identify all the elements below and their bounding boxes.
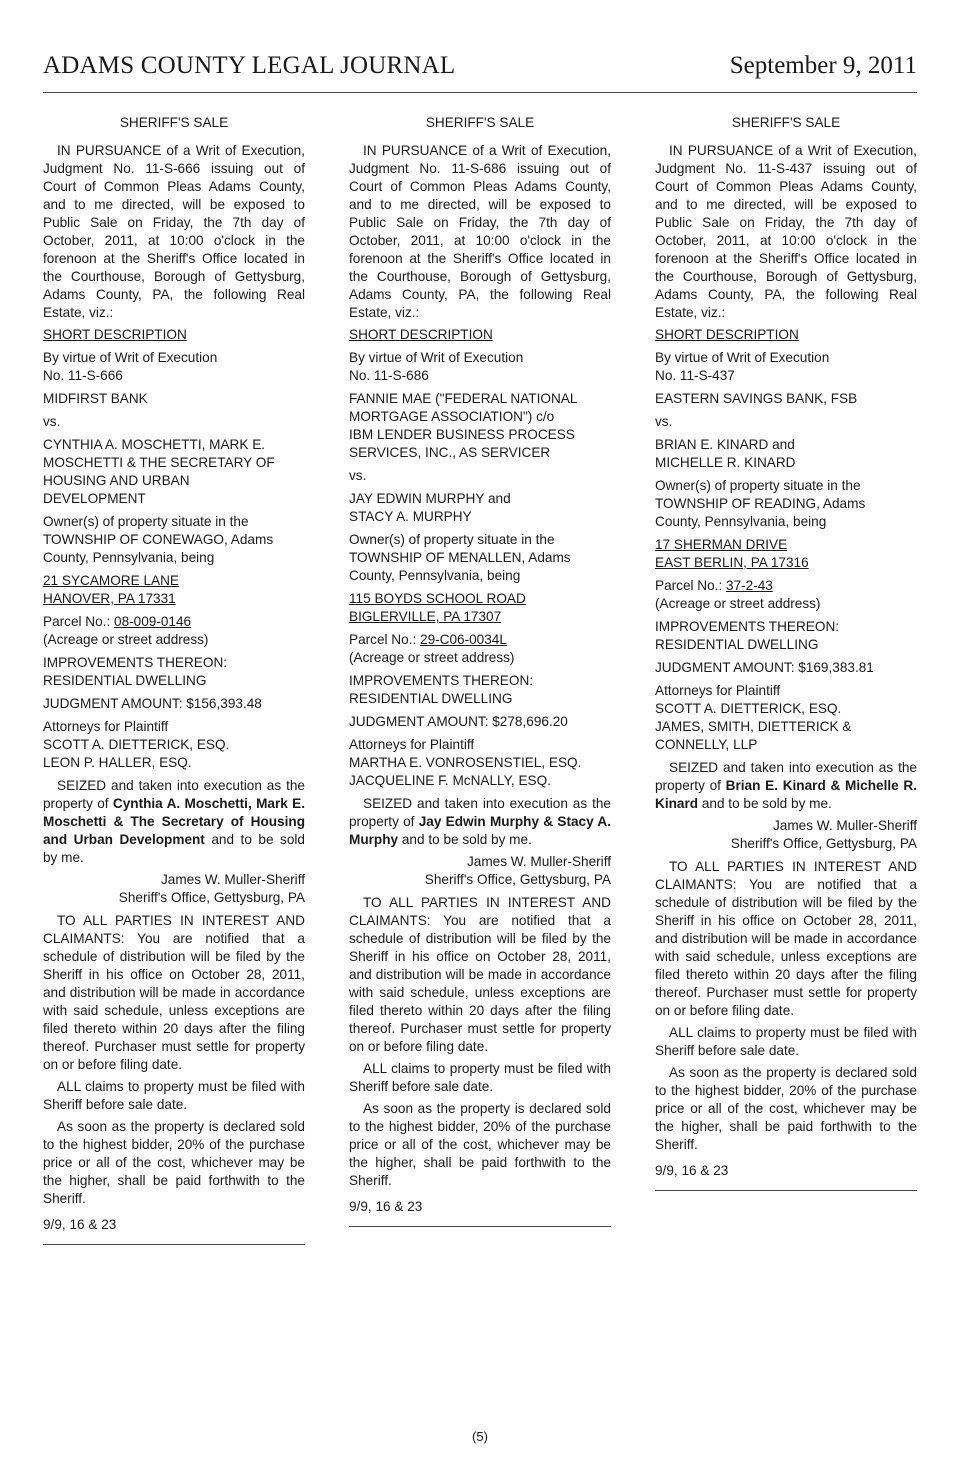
plaintiff bbox=[655, 390, 917, 408]
seized-owner-names: Jay Edwin Murphy & Stacy A. Murphy bbox=[349, 814, 611, 847]
judgment-amount: JUDGMENT AMOUNT: $156,393.48 bbox=[43, 696, 262, 711]
sheriff-sale-notice-2 bbox=[349, 114, 611, 1227]
publication-dates: 9/9, 16 & 23 bbox=[655, 1163, 729, 1178]
attorney-name: LEON P. HALLER, ESQ. bbox=[43, 755, 192, 770]
sheriff-office: Sheriff's Office, Gettysburg, PA bbox=[730, 836, 917, 851]
payment-notice: As soon as the property is declared sold to the highest bidder, 20% of the purchase price or all of the cost, whichever may be the higher, shall be paid forthwith to the Sheriff. bbox=[655, 1065, 917, 1152]
column-end-rule bbox=[349, 1226, 611, 1227]
attorneys bbox=[43, 718, 305, 772]
address-city: BIGLERVILLE, PA 17307 bbox=[349, 609, 502, 624]
plaintiff-line: MIDFIRST BANK bbox=[43, 391, 148, 406]
notice-heading: SHERIFF'S SALE bbox=[119, 115, 229, 130]
sheriff-signature bbox=[349, 853, 611, 889]
property-address bbox=[349, 590, 611, 626]
defendants bbox=[349, 490, 611, 526]
attorney-name: JAMES, SMITH, DIETTERICK & bbox=[655, 719, 852, 734]
seizure-text: SEIZED and taken into execution as the property of bbox=[43, 778, 305, 811]
sheriff-sale-notice-1 bbox=[43, 114, 305, 1245]
defendant-line: MICHELLE R. KINARD bbox=[655, 455, 796, 470]
owner-statement bbox=[349, 531, 611, 585]
attorney-name: JACQUELINE F. McNALLY, ESQ. bbox=[349, 773, 551, 788]
column-end-rule bbox=[43, 1244, 305, 1245]
owner-line: TOWNSHIP OF MENALLEN, Adams bbox=[349, 550, 571, 565]
short-description-heading: SHORT DESCRIPTION bbox=[655, 327, 799, 342]
improvements bbox=[655, 618, 917, 654]
property-address bbox=[655, 536, 917, 572]
parcel-info bbox=[655, 577, 917, 613]
defendant-line: JAY EDWIN MURPHY and bbox=[349, 491, 511, 506]
writ-number: No. 11-S-666 bbox=[43, 368, 123, 383]
attorneys-label: Attorneys for Plaintiff bbox=[349, 737, 475, 752]
improvements-value: RESIDENTIAL DWELLING bbox=[349, 691, 513, 706]
plaintiff-line: SERVICES, INC., AS SERVICER bbox=[349, 445, 551, 460]
owner-line: Owner(s) of property situate in the bbox=[655, 478, 861, 493]
defendant-line: DEVELOPMENT bbox=[43, 491, 146, 506]
defendant-line: BRIAN E. KINARD and bbox=[655, 437, 795, 452]
defendants bbox=[43, 436, 305, 508]
seizure-text: SEIZED and taken into execution as the property of bbox=[349, 796, 611, 829]
attorney-name: MARTHA E. VONROSENSTIEL, ESQ. bbox=[349, 755, 582, 770]
claims-notice: ALL claims to property must be filed with Sheriff before sale date. bbox=[43, 1079, 305, 1112]
parcel-number: 08-009-0146 bbox=[114, 614, 192, 629]
claims-notice: ALL claims to property must be filed with Sheriff before sale date. bbox=[349, 1061, 611, 1094]
defendant-line: MOSCHETTI & THE SECRETARY OF bbox=[43, 455, 275, 470]
plaintiff bbox=[349, 390, 611, 462]
parties-notice: TO ALL PARTIES IN INTEREST AND CLAIMANTS: You are notified that a schedule of distribution will be filed by the Sheriff in his office on October 28, 2011, and distribution will be made in accordance with said schedule, unless exceptions are filed thereto within 20 days after the filing thereof. Purchaser must settle for property on or before filing date. bbox=[349, 895, 611, 1054]
parties-notice: TO ALL PARTIES IN INTEREST AND CLAIMANTS: You are notified that a schedule of distribution will be filed by the Sheriff in his office on October 28, 2011, and distribution will be made in accordance with said schedule, unless exceptions are filed thereto within 20 days after the filing thereof. Purchaser must settle for property on or before filing date. bbox=[43, 913, 305, 1072]
column-end-rule bbox=[655, 1190, 917, 1191]
attorneys bbox=[655, 682, 917, 754]
writ-line: By virtue of Writ of Execution bbox=[655, 350, 830, 365]
journal-title: ADAMS COUNTY LEGAL JOURNAL bbox=[43, 52, 456, 79]
payment-notice: As soon as the property is declared sold to the highest bidder, 20% of the purchase price or all of the cost, whichever may be the higher, shall be paid forthwith to the Sheriff. bbox=[349, 1101, 611, 1188]
seizure-text-end: and to be sold by me. bbox=[698, 796, 832, 811]
payment-notice: As soon as the property is declared sold to the highest bidder, 20% of the purchase price or all of the cost, whichever may be the higher, shall be paid forthwith to the Sheriff. bbox=[43, 1119, 305, 1206]
seized-owner-names: Brian E. Kinard & Michelle R. Kinard bbox=[655, 778, 918, 811]
acreage-note: (Acreage or street address) bbox=[655, 596, 821, 611]
owner-statement bbox=[655, 477, 917, 531]
sheriff-name: James W. Muller-Sheriff bbox=[772, 818, 917, 833]
plaintiff bbox=[43, 390, 305, 408]
sheriff-signature bbox=[655, 817, 917, 853]
writ-info bbox=[43, 349, 305, 385]
sheriff-name: James W. Muller-Sheriff bbox=[160, 872, 305, 887]
owner-line: TOWNSHIP OF CONEWAGO, Adams bbox=[43, 532, 274, 547]
improvements-label: IMPROVEMENTS THEREON: bbox=[43, 655, 228, 670]
parties-notice: TO ALL PARTIES IN INTEREST AND CLAIMANTS: You are notified that a schedule of distribution will be filed by the Sheriff in his office on October 28, 2011, and distribution will be made in accordance with said schedule, unless exceptions are filed thereto within 20 days after the filing thereof. Purchaser must settle for property on or before filing date. bbox=[655, 859, 917, 1018]
owner-line: TOWNSHIP OF READING, Adams bbox=[655, 496, 866, 511]
owner-statement bbox=[43, 513, 305, 567]
acreage-note: (Acreage or street address) bbox=[349, 650, 515, 665]
plaintiff-line: EASTERN SAVINGS BANK, FSB bbox=[655, 391, 858, 406]
parcel-label: Parcel No.: bbox=[655, 578, 727, 593]
writ-line: By virtue of Writ of Execution bbox=[43, 350, 218, 365]
plaintiff-line: FANNIE MAE ("FEDERAL NATIONAL bbox=[349, 391, 578, 406]
sheriff-office: Sheriff's Office, Gettysburg, PA bbox=[118, 890, 305, 905]
owner-line: County, Pennsylvania, being bbox=[349, 568, 521, 583]
address-city: HANOVER, PA 17331 bbox=[43, 591, 176, 606]
improvements-value: RESIDENTIAL DWELLING bbox=[43, 673, 207, 688]
defendant-line: HOUSING AND URBAN bbox=[43, 473, 190, 488]
seizure-statement bbox=[655, 759, 917, 813]
address-street: 17 SHERMAN DRIVE bbox=[655, 537, 788, 552]
defendants bbox=[655, 436, 917, 472]
owner-line: County, Pennsylvania, being bbox=[655, 514, 827, 529]
improvements-label: IMPROVEMENTS THEREON: bbox=[655, 619, 840, 634]
sheriff-office: Sheriff's Office, Gettysburg, PA bbox=[424, 872, 611, 887]
seizure-statement bbox=[43, 777, 305, 867]
sheriff-name: James W. Muller-Sheriff bbox=[466, 854, 611, 869]
sheriff-signature bbox=[43, 871, 305, 907]
improvements bbox=[349, 672, 611, 708]
acreage-note: (Acreage or street address) bbox=[43, 632, 209, 647]
writ-info bbox=[349, 349, 611, 385]
seizure-text-end: and to be sold by me. bbox=[398, 832, 532, 847]
versus: vs. bbox=[43, 414, 61, 429]
writ-number: No. 11-S-437 bbox=[655, 368, 735, 383]
plaintiff-line: IBM LENDER BUSINESS PROCESS bbox=[349, 427, 575, 442]
improvements-label: IMPROVEMENTS THEREON: bbox=[349, 673, 534, 688]
notice-heading: SHERIFF'S SALE bbox=[731, 115, 841, 130]
parcel-label: Parcel No.: bbox=[349, 632, 421, 647]
short-description-heading: SHORT DESCRIPTION bbox=[349, 327, 493, 342]
improvements bbox=[43, 654, 305, 690]
address-street: 21 SYCAMORE LANE bbox=[43, 573, 179, 588]
short-description-heading: SHORT DESCRIPTION bbox=[43, 327, 187, 342]
notice-intro: IN PURSUANCE of a Writ of Execution, Judgment No. 11-S-666 issuing out of Court of Common Pleas Adams County, and to me directed, will be exposed to Public Sale on Friday, the 7th day of October, 2011, at 10:00 o'clock in the forenoon at the Sheriff's Office located in the Courthouse, Borough of Gettysburg, Adams County, PA, the following Real Estate, viz.: bbox=[43, 143, 305, 320]
claims-notice: ALL claims to property must be filed with Sheriff before sale date. bbox=[655, 1025, 917, 1058]
attorney-name: CONNELLY, LLP bbox=[655, 737, 758, 752]
writ-info bbox=[655, 349, 917, 385]
sheriff-sale-notice-3 bbox=[655, 114, 917, 1191]
parcel-number: 37-2-43 bbox=[726, 578, 773, 593]
issue-date: September 9, 2011 bbox=[729, 52, 917, 79]
parcel-info bbox=[43, 613, 305, 649]
owner-line: County, Pennsylvania, being bbox=[43, 550, 215, 565]
parcel-info bbox=[349, 631, 611, 667]
property-address bbox=[43, 572, 305, 608]
notice-intro: IN PURSUANCE of a Writ of Execution, Judgment No. 11-S-437 issuing out of Court of Common Pleas Adams County, and to me directed, will be exposed to Public Sale on Friday, the 7th day of October, 2011, at 10:00 o'clock in the forenoon at the Sheriff's Office located in the Courthouse, Borough of Gettysburg, Adams County, PA, the following Real Estate, viz.: bbox=[655, 143, 917, 320]
address-city: EAST BERLIN, PA 17316 bbox=[655, 555, 809, 570]
defendant-line: STACY A. MURPHY bbox=[349, 509, 472, 524]
publication-dates: 9/9, 16 & 23 bbox=[43, 1217, 117, 1232]
plaintiff-line: MORTGAGE ASSOCIATION") c/o bbox=[349, 409, 555, 424]
address-street: 115 BOYDS SCHOOL ROAD bbox=[349, 591, 526, 606]
defendant-line: CYNTHIA A. MOSCHETTI, MARK E. bbox=[43, 437, 266, 452]
judgment-amount: JUDGMENT AMOUNT: $169,383.81 bbox=[655, 660, 874, 675]
attorney-name: SCOTT A. DIETTERICK, ESQ. bbox=[655, 701, 842, 716]
writ-line: By virtue of Writ of Execution bbox=[349, 350, 524, 365]
judgment-amount: JUDGMENT AMOUNT: $278,696.20 bbox=[349, 714, 568, 729]
owner-line: Owner(s) of property situate in the bbox=[43, 514, 249, 529]
attorneys-label: Attorneys for Plaintiff bbox=[43, 719, 169, 734]
masthead bbox=[43, 52, 917, 93]
seizure-statement bbox=[349, 795, 611, 849]
parcel-label: Parcel No.: bbox=[43, 614, 115, 629]
versus: vs. bbox=[655, 414, 673, 429]
page-number: (5) bbox=[472, 1429, 488, 1444]
seized-owner-names: Cynthia A. Moschetti, Mark E. Moschetti & The Secretary of Housing and Urban Development bbox=[43, 796, 305, 847]
notice-intro: IN PURSUANCE of a Writ of Execution, Judgment No. 11-S-686 issuing out of Court of Common Pleas Adams County, and to me directed, will be exposed to Public Sale on Friday, the 7th day of October, 2011, at 10:00 o'clock in the forenoon at the Sheriff's Office located in the Courthouse, Borough of Gettysburg, Adams County, PA, the following Real Estate, viz.: bbox=[349, 143, 611, 320]
owner-line: Owner(s) of property situate in the bbox=[349, 532, 555, 547]
improvements-value: RESIDENTIAL DWELLING bbox=[655, 637, 819, 652]
seizure-text-end: and to be sold by me. bbox=[43, 832, 305, 865]
attorneys bbox=[349, 736, 611, 790]
attorneys-label: Attorneys for Plaintiff bbox=[655, 683, 781, 698]
attorney-name: SCOTT A. DIETTERICK, ESQ. bbox=[43, 737, 230, 752]
parcel-number: 29-C06-0034L bbox=[420, 632, 507, 647]
writ-number: No. 11-S-686 bbox=[349, 368, 429, 383]
seizure-text: SEIZED and taken into execution as the property of bbox=[655, 760, 917, 793]
versus: vs. bbox=[349, 468, 367, 483]
notice-heading: SHERIFF'S SALE bbox=[425, 115, 535, 130]
publication-dates: 9/9, 16 & 23 bbox=[349, 1199, 423, 1214]
